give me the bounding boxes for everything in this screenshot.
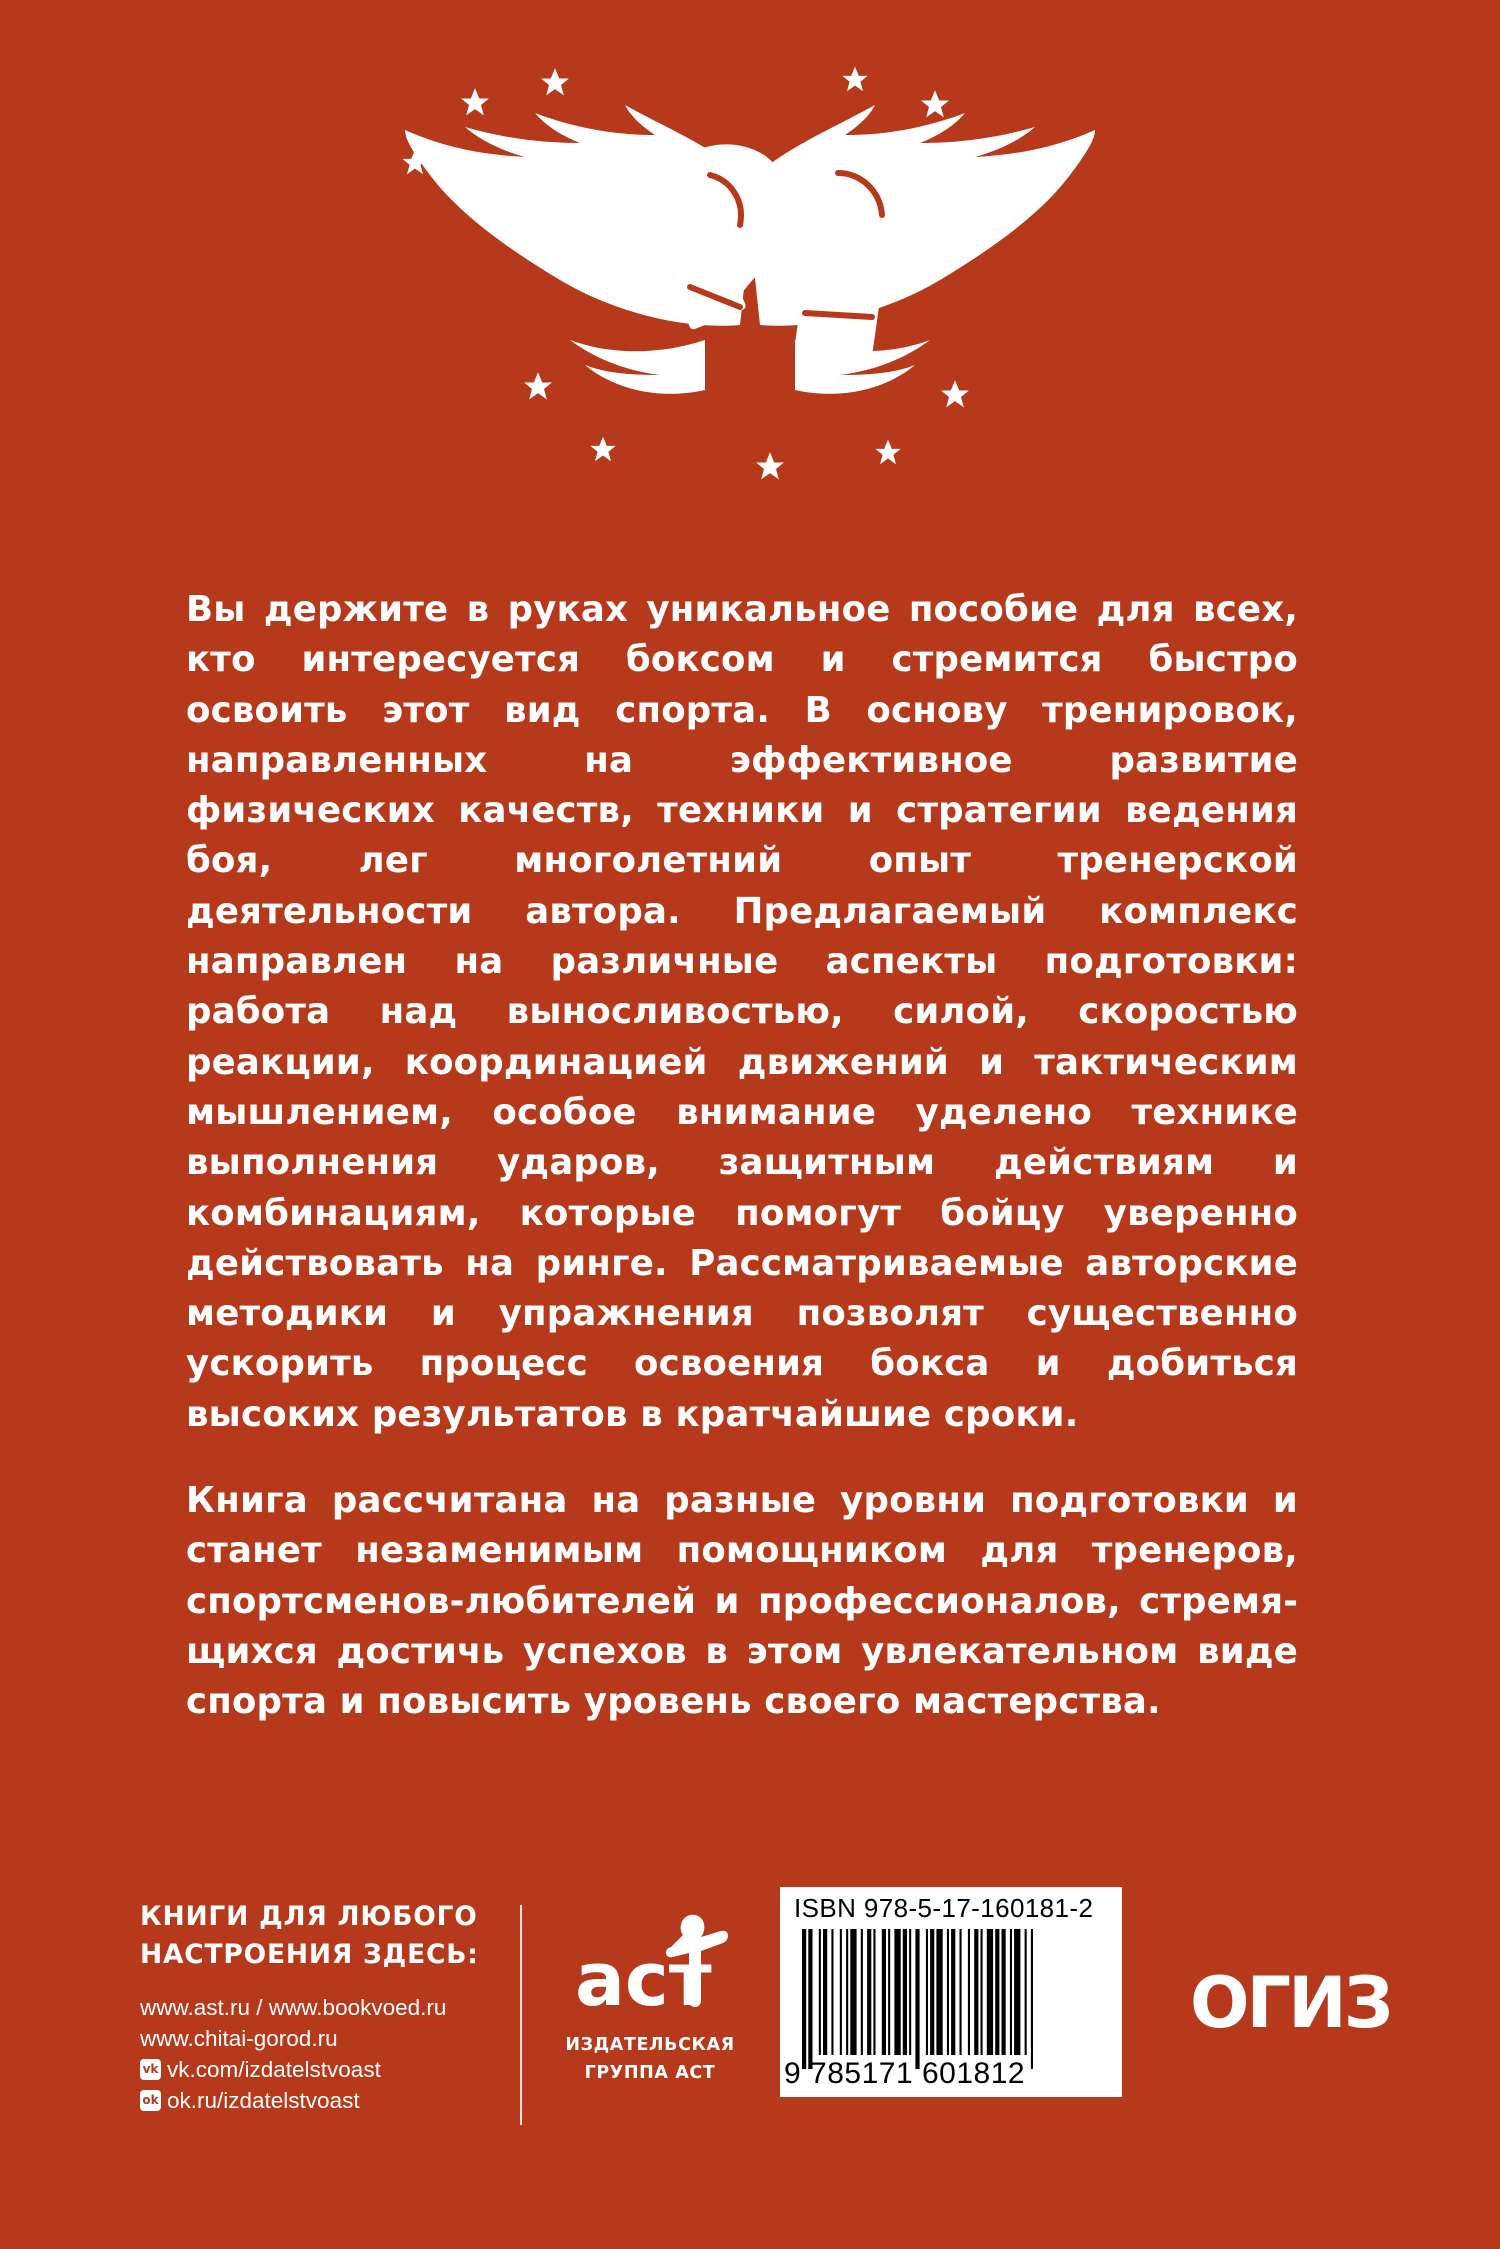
footer-divider — [520, 1905, 522, 2125]
link-bookvoed[interactable]: www.bookvoed.ru — [268, 1995, 447, 2020]
barcode-bar — [909, 1929, 911, 2055]
ok-icon: ok — [140, 2090, 161, 2111]
barcode-bar — [968, 1929, 970, 2055]
barcode-bar — [867, 1929, 871, 2055]
ast-logo-mark: аст — [575, 1937, 712, 2023]
ogiz-logo — [1190, 1965, 1400, 2035]
winged-boxing-gloves-emblem — [360, 55, 1140, 495]
ok-link-row[interactable] — [140, 2085, 510, 2116]
store-links-block — [140, 1898, 510, 2116]
barcode-bar — [1031, 1929, 1033, 2069]
barcode-bar — [936, 1929, 942, 2055]
barcode-bar — [802, 1929, 806, 2069]
barcode-bar — [808, 1929, 812, 2069]
barcode-bar — [915, 1929, 919, 2069]
slogan-line-1: КНИГИ ДЛЯ ЛЮБОГО — [140, 1901, 478, 1932]
annotation-paragraph-2: Книга рассчитана на разные уровни подготовки и станет незаменимым помощником для тренеров, спортсменов-любителей и профессионалов, стремящихся достичь успехов в этом увлекательном виде спорта и повысить уровень своего мастерства. — [186, 1480, 1298, 1723]
barcode-bar — [850, 1929, 856, 2055]
barcode-bar — [819, 1929, 821, 2055]
barcode-bar — [894, 1929, 900, 2055]
publisher-caption-line-2: ГРУППА АСТ — [584, 2063, 716, 2083]
link-ok[interactable]: ok.ru/izdatelstvoast — [167, 2088, 360, 2113]
publisher-caption-line-1: ИЗДАТЕЛЬСКАЯ — [565, 2035, 735, 2055]
link-ast[interactable]: www.ast.ru — [140, 1995, 251, 2020]
publisher-logo — [555, 1905, 745, 2087]
barcode-bar — [951, 1929, 955, 2055]
barcode-bar — [1014, 1929, 1020, 2055]
barcode-bar — [981, 1929, 983, 2055]
barcode-bar — [882, 1929, 886, 2055]
isbn-number: ISBN 978-5-17-160181-2 — [794, 1893, 1094, 1923]
slogan-line-2: НАСТРОЕНИЯ ЗДЕСЬ: — [140, 1939, 479, 1970]
link-vk[interactable]: vk.com/izdatelstvoast — [167, 2057, 381, 2082]
isbn-barcode — [780, 1887, 1122, 2097]
barcode-bar — [1010, 1929, 1012, 2055]
barcode-bar — [1025, 1929, 1027, 2055]
barcode-bar — [903, 1929, 907, 2055]
link-chitai-gorod[interactable]: www.chitai-gorod.ru — [140, 2026, 338, 2051]
barcode-bar — [930, 1929, 934, 2055]
barcode-bar — [1002, 1929, 1006, 2055]
link-separator: / — [250, 1995, 269, 2020]
barcode-bar — [987, 1929, 993, 2055]
barcode-bar — [846, 1929, 848, 2055]
barcode-bar — [873, 1929, 875, 2055]
publisher-caption — [555, 2031, 745, 2087]
barcode-bar — [888, 1929, 890, 2055]
barcode-bar — [947, 1929, 949, 2055]
barcode-bar — [823, 1929, 827, 2055]
barcode-bar — [831, 1929, 833, 2055]
ast-logo-mark-icon — [565, 1905, 735, 2025]
vk-link-row[interactable] — [140, 2054, 510, 2085]
annotation-paragraph-1: Вы держите в руках уникальное пособие для всех, кто интересуется боксом и стремится быстро освоить этот вид спорта. В основу тренировок, направленных на эффективное развитие физических качеств, техники и стратегии ведения боя, лег многолетний опыт тренерской деятельности автора. Предлагаемый комплекс направлен на различные аспекты подготовки: работа над выносливостью, силой, скоростью реакции, координацией движений и тактическим мышлением, особое внимание уделено технике выполнения ударов, защитным действиям и комбинациям, которые помогут бойцу уверенно действовать на ринге. Рассматриваемые авторские методики и упражнения позволят существенно ускорить процесс освоения бокса и добиться высоких результатов в кратчайшие сроки. — [186, 589, 1298, 1435]
barcode-bar — [974, 1929, 978, 2055]
slogan — [140, 1898, 510, 1974]
store-links-line — [140, 1992, 510, 2023]
barcode-bar — [840, 1929, 842, 2055]
barcode-bar — [960, 1929, 962, 2055]
barcode-bar — [861, 1929, 863, 2055]
vk-icon: vk — [140, 2059, 161, 2080]
barcode-bar — [995, 1929, 999, 2055]
barcode-number: 9 785171 601812 — [784, 2057, 1026, 2090]
barcode-bar — [926, 1929, 928, 2055]
ogiz-logo-text: ОГИЗ — [1190, 1965, 1391, 2035]
annotation-text — [186, 585, 1298, 1728]
